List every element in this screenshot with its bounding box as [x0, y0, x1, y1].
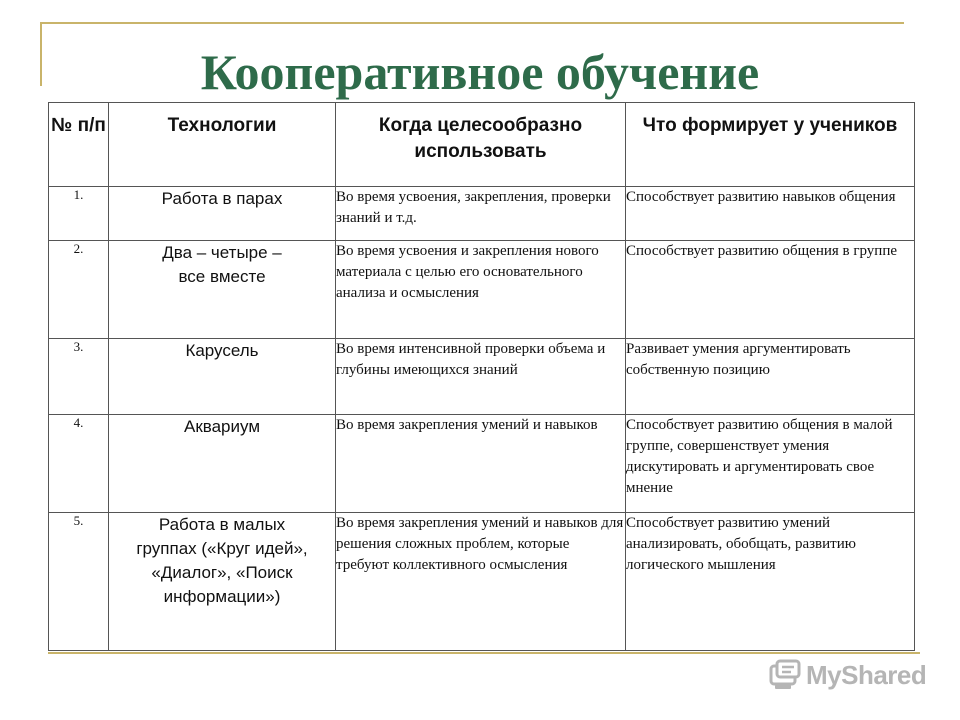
row-technology: Два – четыре – все вместе — [109, 241, 336, 339]
table-row — [49, 415, 915, 513]
slide-title: Кооперативное обучение — [200, 44, 760, 100]
row-when: Во время интенсивной проверки объема и глубины имеющихся знаний — [336, 339, 626, 415]
row-technology: Аквариум — [109, 415, 336, 513]
table-header-row — [49, 103, 915, 187]
row-when: Во время усвоения и закрепления нового материала с целью его основательного анализа и осмысления — [336, 241, 626, 339]
table-row — [49, 339, 915, 415]
row-what: Развивает умения аргументировать собственную позицию — [626, 339, 915, 415]
row-technology: Работа в парах — [109, 187, 336, 241]
table-row — [49, 513, 915, 651]
row-technology: Работа в малых группах («Круг идей», «Диалог», «Поиск информации») — [109, 513, 336, 651]
header-what: Что формирует у учеников — [626, 103, 915, 187]
table-row — [49, 187, 915, 241]
myshared-watermark — [768, 656, 926, 694]
row-when: Во время усвоения, закрепления, проверки знаний и т.д. — [336, 187, 626, 241]
row-number: 1. — [49, 187, 109, 241]
row-when: Во время закрепления умений и навыков — [336, 415, 626, 513]
myshared-logo-icon — [768, 658, 802, 692]
row-what: Способствует развитию общения в малой группе, совершенствует умения дискутировать и аргументировать свое мнение — [626, 415, 915, 513]
frame-bottom-line — [48, 652, 920, 654]
table-row — [49, 241, 915, 339]
header-when: Когда целесообразно использовать — [336, 103, 626, 187]
row-what: Способствует развитию умений анализировать, обобщать, развитию логического мышления — [626, 513, 915, 651]
row-number: 3. — [49, 339, 109, 415]
row-what: Способствует развитию навыков общения — [626, 187, 915, 241]
row-number: 5. — [49, 513, 109, 651]
row-what: Способствует развитию общения в группе — [626, 241, 915, 339]
row-number: 2. — [49, 241, 109, 339]
frame-top-line — [40, 22, 904, 24]
header-number: № п/п — [49, 103, 109, 187]
header-technology: Технологии — [109, 103, 336, 187]
row-technology: Карусель — [109, 339, 336, 415]
technologies-table — [48, 102, 915, 651]
row-when: Во время закрепления умений и навыков для решения сложных проблем, которые требуют коллективного осмысления — [336, 513, 626, 651]
row-number: 4. — [49, 415, 109, 513]
myshared-text: MyShared — [806, 659, 927, 690]
